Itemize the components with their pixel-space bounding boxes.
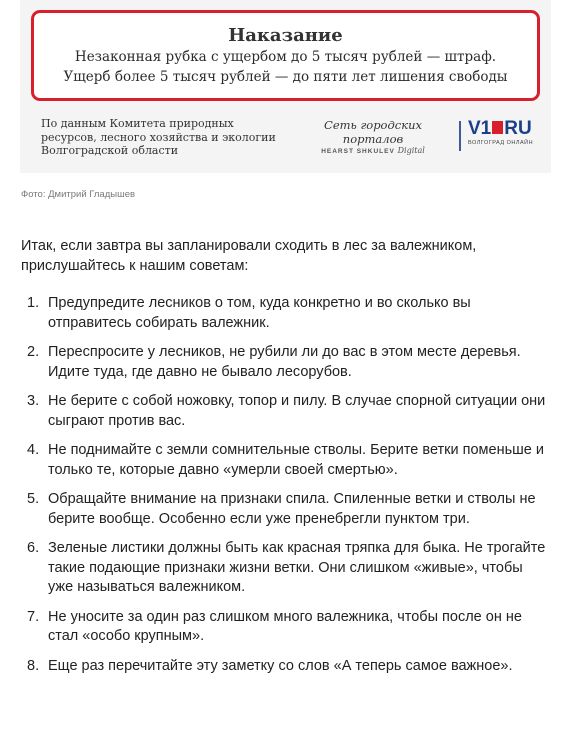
penalty-title: Наказание — [228, 25, 343, 46]
list-item-number: 7. — [27, 608, 40, 625]
list-item — [21, 608, 551, 647]
list-item — [21, 343, 551, 382]
list-item-number: 5. — [27, 491, 40, 507]
list-item — [21, 539, 551, 598]
hearst-shkulev-logo — [303, 118, 443, 157]
list-item-number: 4. — [27, 442, 40, 458]
penalty-line-prison: Ущерб более 5 тысяч рублей — до пяти лет лишения свободы — [63, 69, 508, 85]
logo-divider — [459, 121, 461, 151]
penalty-box — [31, 10, 540, 101]
photo-credit: Фото: Дмитрий Гладышев — [21, 189, 136, 200]
list-item-number: 8. — [27, 657, 40, 674]
partner-logo-sub-left: HEARST SHKULEV — [321, 148, 395, 155]
list-item — [21, 657, 551, 677]
penalty-line-fine: Незаконная рубка с ущербом до 5 тысяч рублей — штраф. — [74, 49, 497, 65]
list-item-text: Предупредите лесников о том, куда конкретно и во сколько вы отправитесь собирать валежник. — [48, 295, 471, 331]
list-item-number: 6. — [27, 540, 40, 556]
v1-logo-v: V1 — [468, 118, 492, 139]
list-item-text: Еще раз перечитайте эту заметку со слов «А теперь самое важное». — [48, 657, 513, 674]
source-line: По данным Комитета природных — [41, 117, 234, 130]
v1-logo — [468, 119, 548, 147]
list-item-number: 1. — [27, 295, 40, 311]
partner-logo-sub-right: Digital — [397, 146, 425, 155]
infographic-image — [20, 0, 551, 173]
partner-logo-sub — [303, 146, 443, 157]
list-item-text: Не поднимайте с земли сомнительные стволы. Берите ветки поменьше и только те, которые давно «умерли своей смертью». — [48, 442, 544, 478]
intro-paragraph: Итак, если завтра вы запланировали сходить в лес за валежником, прислушайтесь к нашим советам: — [21, 238, 477, 274]
v1-logo-red-block — [492, 121, 503, 134]
list-item-text: Зеленые листики должны быть как красная тряпка для быка. Не трогайте такие подающие признаки жизни ветки. Они слишком «живые», чтобы уже называться валежником. — [48, 540, 546, 595]
list-item-text: Не берите с собой ножовку, топор и пилу. В случае спорной ситуации они сыграют против вас. — [48, 393, 546, 429]
partner-logo-script: Сеть городских порталов — [324, 118, 422, 146]
v1-logo-ru: RU — [504, 118, 532, 139]
source-line: Волгоградской области — [41, 144, 179, 157]
source-note — [41, 117, 296, 158]
list-item-text: Обращайте внимание на признаки спила. Спиленные ветки и стволы не берите вообще. Особенно если уже пренебрегли пунктом три. — [48, 491, 536, 527]
list-item-text: Переспросите у лесников, не рубили ли до вас в этом месте деревья. Идите туда, где давно не бывало лесорубов. — [48, 344, 521, 380]
list-item — [21, 441, 551, 480]
list-item-number: 2. — [27, 344, 40, 360]
list-item-number: 3. — [27, 393, 40, 409]
advice-list — [21, 294, 551, 686]
v1-logo-mark — [468, 119, 548, 139]
list-item — [21, 490, 551, 529]
list-item — [21, 392, 551, 431]
v1-logo-sub: ВОЛГОГРАД ОНЛАЙН — [468, 140, 534, 146]
list-item — [21, 294, 551, 333]
list-item-text: Не уносите за один раз слишком много валежника, чтобы после он не стал «особо крупным». — [48, 608, 522, 644]
source-line: ресурсов, лесного хозяйства и экологии — [41, 130, 276, 144]
